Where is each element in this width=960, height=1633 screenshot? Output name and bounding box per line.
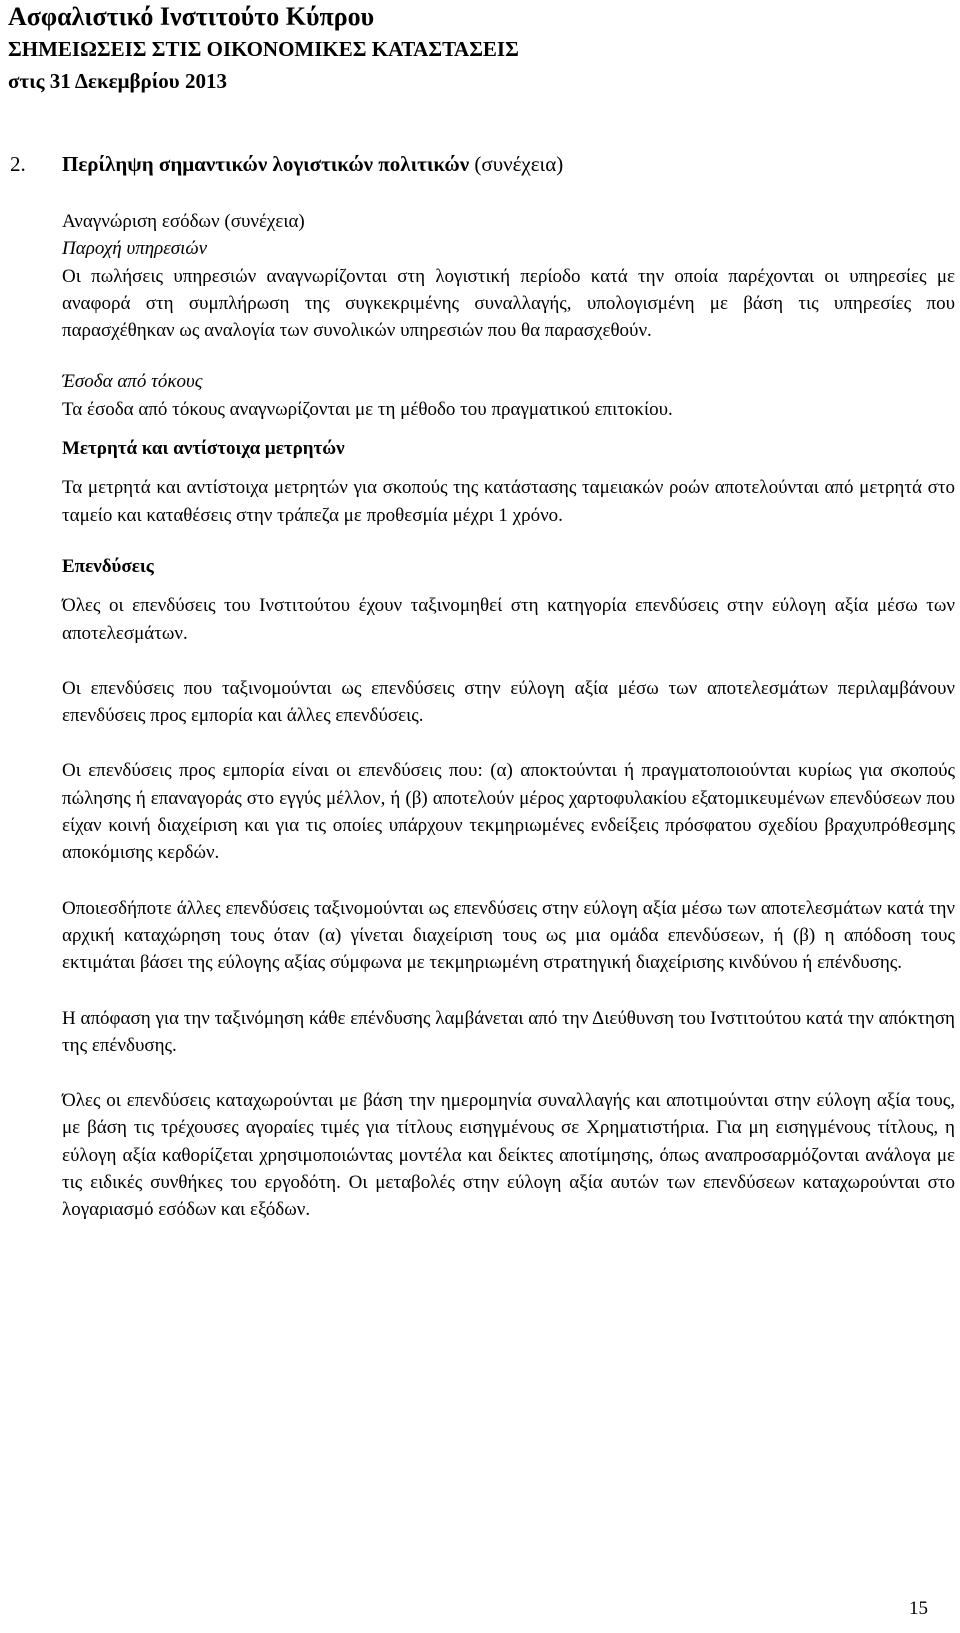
section-continued: (συνέχεια) bbox=[474, 152, 564, 176]
cash-heading: Μετρητά και αντίστοιχα μετρητών bbox=[62, 438, 345, 460]
investments-paragraph-4: Οποιεσδήποτε άλλες επενδύσεις ταξινομούνται ως επενδύσεις στην εύλογη αξία μέσω των αποτελεσμάτων κατά την αρχική καταχώρηση τους όταν (α) γίνεται διαχείριση τους ως μια ομάδα επενδύσεων, ή (β) η απόδοση τους εκτιμάται βάσει της εύλογης αξίας σύμφωνα με τεκμηριωμένη στρατηγική διαχείρισης κινδύνου ή επένδυσης. bbox=[62, 897, 955, 974]
cash-paragraph: Τα μετρητά και αντίστοιχα μετρητών για σκοπούς της κατάστασης ταμειακών ροών αποτελούνται από μετρητά στο ταμείο και καταθέσεις στην τράπεζα με προθεσμία μέχρι 1 χρόνο. bbox=[62, 477, 955, 526]
section-heading bbox=[10, 150, 955, 178]
investments-paragraph-1: Όλες οι επενδύσεις του Ινστιτούτου έχουν ταξινομηθεί στη κατηγορία επενδύσεις στην εύλογη αξία μέσω των αποτελεσμάτων. bbox=[62, 595, 955, 644]
interest-heading: Έσοδα από τόκους bbox=[62, 371, 203, 393]
services-paragraph: Οι πωλήσεις υπηρεσιών αναγνωρίζονται στη λογιστική περίοδο κατά την οποία παρέχονται οι υπηρεσίες με αναφορά στη συμπλήρωση της συγκεκριμένης συναλλαγής, υπολογισμένη με βάση τις υπηρεσίες που παρασχέθηκαν ως αναλογία των συνολικών υπηρεσιών που θα παρασχεθούν. bbox=[62, 265, 955, 342]
page-number: 15 bbox=[909, 1598, 928, 1619]
revenue-heading: Αναγνώριση εσόδων (συνέχεια) bbox=[62, 211, 305, 232]
page-content bbox=[10, 150, 955, 1224]
interest-paragraph: Τα έσοδα από τόκους αναγνωρίζονται με τη μέθοδο του πραγματικού επιτοκίου. bbox=[62, 398, 673, 420]
document-title: ΣΗΜΕΙΩΣΕΙΣ ΣΤΙΣ ΟΙΚΟΝΟΜΙΚΕΣ ΚΑΤΑΣΤΑΣΕΙΣ bbox=[8, 37, 519, 61]
investments-paragraph-2: Οι επενδύσεις που ταξινομούνται ως επενδύσεις στην εύλογη αξία μέσω των αποτελεσμάτων περιλαμβάνουν επενδύσεις προς εμπορία και άλλες επενδύσεις. bbox=[62, 677, 955, 727]
report-date: στις 31 Δεκεμβρίου 2013 bbox=[8, 69, 227, 93]
section-number: 2. bbox=[10, 152, 26, 176]
investments-paragraph-6: Όλες οι επενδύσεις καταχωρούνται με βάση την ημερομηνία συναλλαγής και αποτιμούνται στην εύλογη αξία τους, με βάση τις τρέχουσες αγοραίες τιμές για τίτλους εισηγμένους σε Χρηματιστήρια. Για μη εισηγμένους τίτλους, η εύλογη αξία καθορίζεται χρησιμοποιώντας μοντέλα και δείκτες αποτίμησης, όπως αναπροσαρμόζονται ανάλογα με τις ειδικές συνθήκες του εργοδότη. Οι μεταβολές στην εύλογη αξία αυτών των επενδύσεων καταχωρούνται στο λογαριασμό εσόδων και εξόδων. bbox=[62, 1090, 955, 1221]
investments-heading: Επενδύσεις bbox=[62, 555, 154, 577]
page-header bbox=[8, 0, 948, 97]
company-name: Ασφαλιστικό Ινστιτούτο Κύπρου bbox=[8, 2, 375, 31]
services-heading: Παροχή υπηρεσιών bbox=[62, 238, 208, 260]
section-title: Περίληψη σημαντικών λογιστικών πολιτικών bbox=[62, 152, 470, 176]
investments-paragraph-3: Οι επενδύσεις προς εμπορία είναι οι επενδύσεις που: (α) αποκτούνται ή πραγματοποιούνται κυρίως για σκοπούς πώλησης ή επαναγοράς στο εγγύς μέλλον, ή (β) αποτελούν μέρος χαρτοφυλακίου εξατομικευμένων επενδύσεων που είχαν κοινή διαχείριση και για τις οποίες υπάρχουν τεκμηριωμένες ενδείξεις πρόσφατου σχεδίου βραχυπρόθεσμης αποκόμισης κερδών. bbox=[62, 760, 955, 864]
investments-paragraph-5: Η απόφαση για την ταξινόμηση κάθε επένδυσης λαμβάνεται από την Διεύθυνση του Ινστιτούτου κατά την απόκτηση της επένδυσης. bbox=[62, 1007, 955, 1056]
